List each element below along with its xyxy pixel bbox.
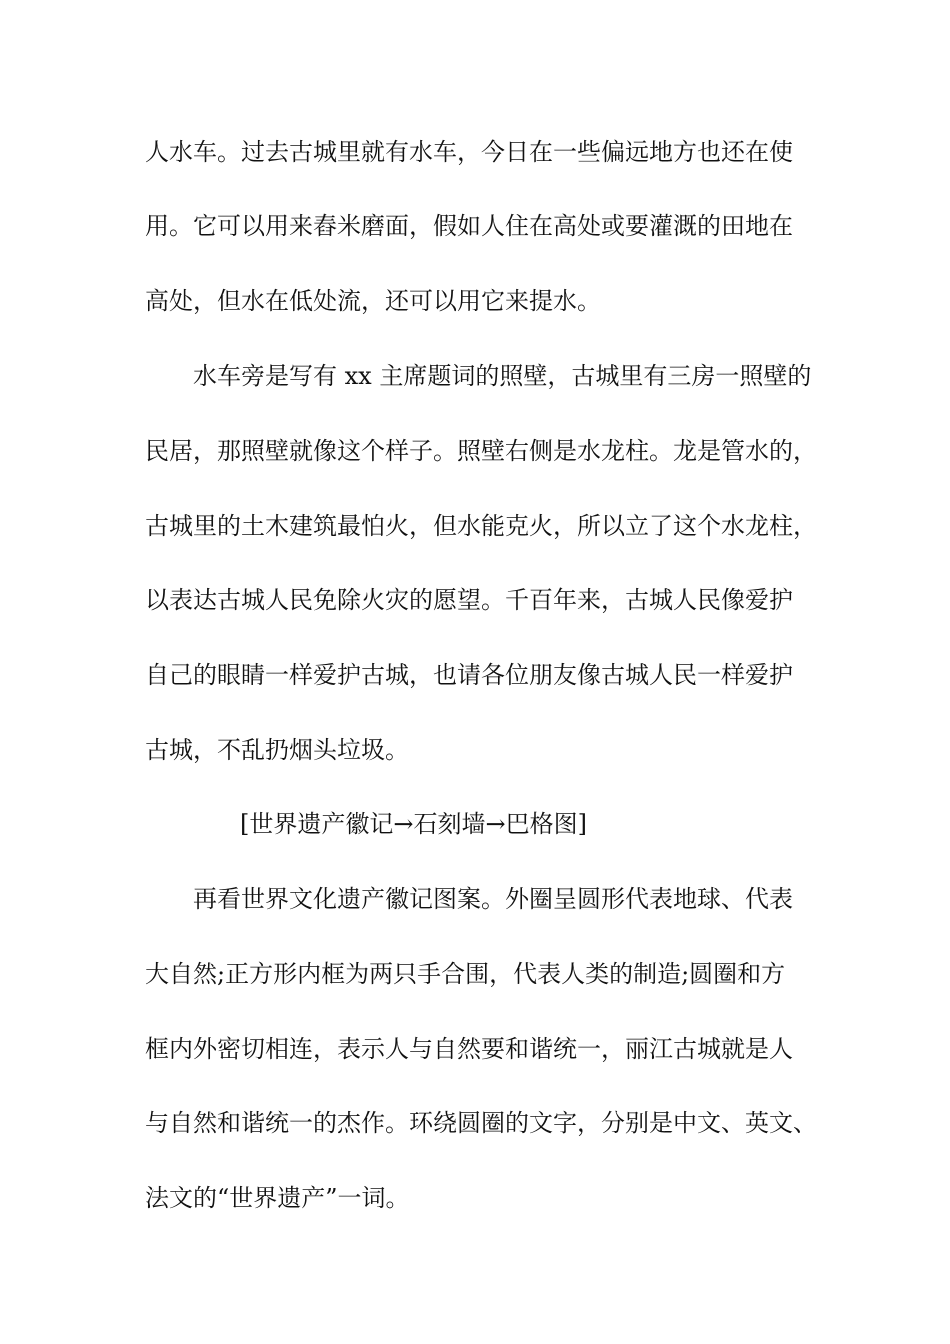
paragraph-1-line-3: 高处，但水在低处流，还可以用它来提水。 xyxy=(145,287,601,315)
paragraph-2-line-5: 自己的眼睛一样爱护古城，也请各位朋友像古城人民一样爱护 xyxy=(145,661,793,689)
paragraph-3-line-2: 大自然;正方形内框为两只手合围，代表人类的制造;圆圈和方 xyxy=(145,960,786,988)
paragraph-1-line-2: 用。它可以用来舂米磨面，假如人住在高处或要灌溉的田地在 xyxy=(145,212,793,240)
paragraph-3-line-5: 法文的“世界遗产”一词。 xyxy=(145,1184,410,1212)
paragraph-2-line-4: 以表达古城人民免除火灾的愿望。千百年来，古城人民像爱护 xyxy=(145,586,793,614)
paragraph-3-line-3: 框内外密切相连，表示人与自然要和谐统一，丽江古城就是人 xyxy=(145,1035,793,1063)
paragraph-2-line-1: 水车旁是写有 xx 主席题词的照壁，古城里有三房一照壁的 xyxy=(193,362,812,390)
section-heading: [世界遗产徽记→石刻墙→巴格图] xyxy=(240,810,587,838)
paragraph-1-line-1: 人水车。过去古城里就有水车，今日在一些偏远地方也还在使 xyxy=(145,138,793,166)
paragraph-2-line-3: 古城里的土木建筑最怕火，但水能克火，所以立了这个水龙柱， xyxy=(145,512,817,540)
paragraph-2-line-6: 古城，不乱扔烟头垃圾。 xyxy=(145,736,409,764)
paragraph-3-line-4: 与自然和谐统一的杰作。环绕圆圈的文字，分别是中文、英文、 xyxy=(145,1109,817,1137)
paragraph-3-line-1: 再看世界文化遗产徽记图案。外圈呈圆形代表地球、代表 xyxy=(193,885,793,913)
paragraph-2-line-2: 民居，那照壁就像这个样子。照壁右侧是水龙柱。龙是管水的， xyxy=(145,437,817,465)
